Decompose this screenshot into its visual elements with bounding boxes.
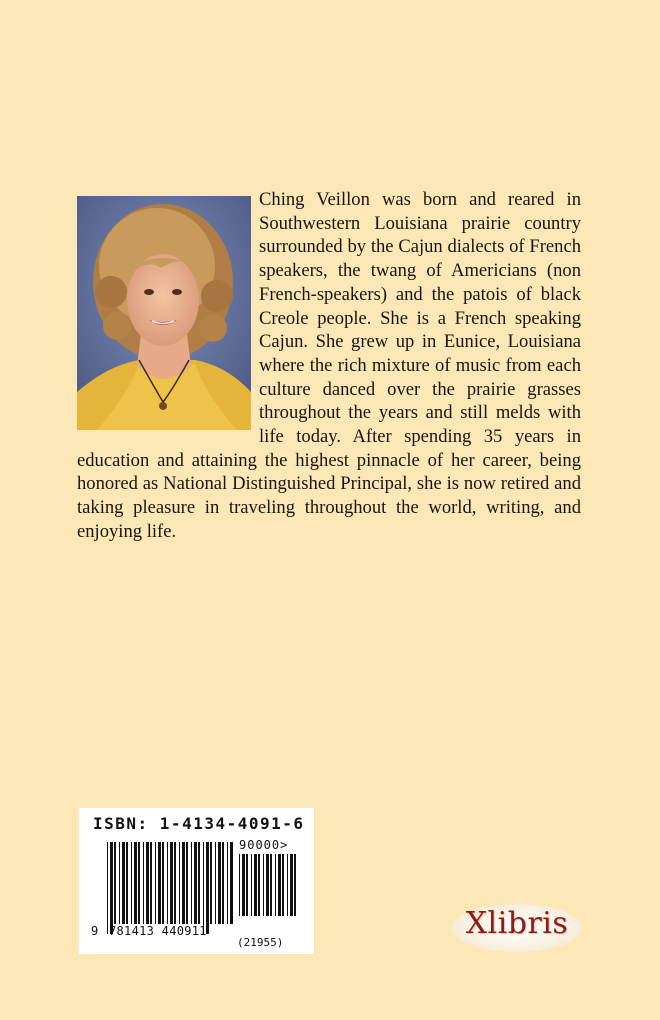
isbn-label: ISBN: 1-4134-4091-6: [93, 814, 305, 833]
barcode-first-digit: 9: [91, 924, 99, 938]
publisher-logo: [452, 900, 584, 958]
barcode-digits: 781413 440911: [109, 924, 207, 938]
barcode-addon-code: (21955): [237, 936, 284, 949]
barcode-addon-bars: [239, 854, 301, 926]
isbn-barcode: [79, 808, 314, 954]
barcode-addon-price: 90000>: [239, 838, 289, 852]
author-bio-text: Ching Veillon was born and reared in Southwestern Louisiana prairie country surrounded by the Cajun dialects of French speakers, the twang of Americians (non French-speakers) and the patois of black Creole people. She is a French speaking Cajun. She grew up in Eunice, Louisiana where the rich mixture of music from each culture danced over the prairie grasses throughout the years and still melds with life today. After spending 35 years in education and attaining the highest pinnacle of her career, being honored as National Distinguished Principal, she is now retired and taking pleasure in traveling throughout the world, writing, and enjoying life.: [77, 189, 581, 542]
author-photo: [77, 196, 251, 430]
author-bio: [77, 188, 581, 544]
barcode-bars: [107, 842, 233, 934]
publisher-logo-text: Xlibris: [465, 906, 569, 941]
